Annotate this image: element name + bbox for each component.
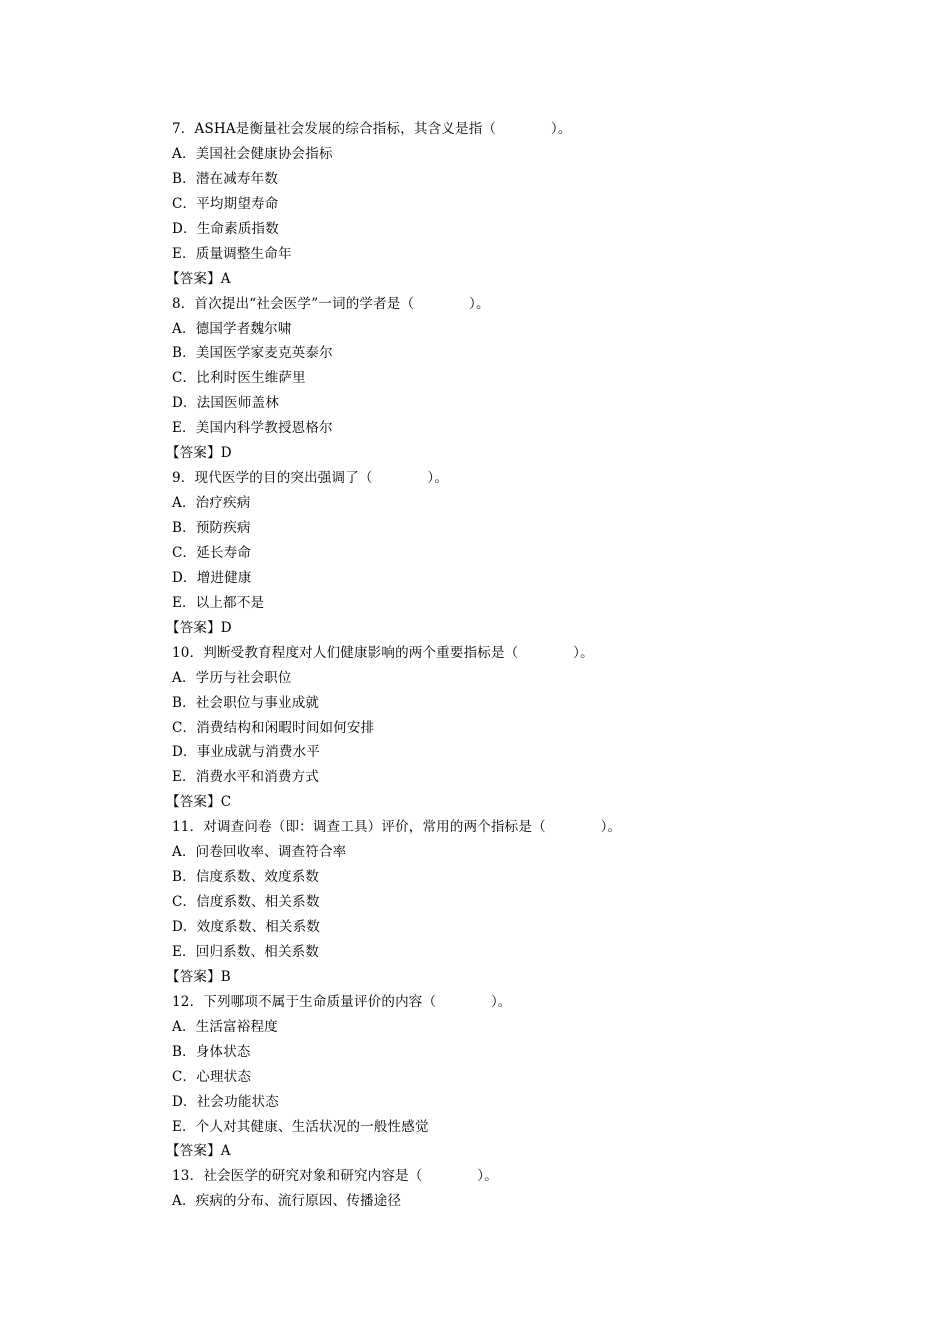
option-a: A．问卷回收率、调查符合率: [172, 844, 347, 861]
option-d: D．增进健康: [172, 569, 252, 586]
option-e: E．个人对其健康、生活状况的一般性感觉: [172, 1118, 429, 1135]
option-d: D．事业成就与消费水平: [172, 744, 321, 761]
option-a: A．生活富裕程度: [172, 1018, 278, 1035]
question-13: [172, 1164, 872, 1214]
answer-line: 【答案】D: [166, 619, 232, 636]
option-b: B．美国医学家麦克英泰尔: [172, 345, 333, 362]
question-10: [166, 641, 872, 816]
answer-line: 【答案】B: [166, 968, 231, 985]
option-a: A．学历与社会职位: [172, 669, 292, 686]
answer-line: 【答案】A: [166, 1143, 231, 1160]
option-e: E．回归系数、相关系数: [172, 943, 320, 960]
question-12: [166, 990, 872, 1165]
option-b: B．社会职位与事业成就: [172, 694, 320, 711]
question-stem: 7．ASHA是衡量社会发展的综合指标，其含义是指（ ）。: [172, 121, 572, 137]
option-b: B．预防疾病: [172, 520, 251, 536]
option-d: D．效度系数、相关系数: [172, 919, 321, 935]
option-e: E．消费水平和消费方式: [172, 769, 320, 786]
option-e: E．以上都不是: [172, 594, 265, 611]
question-9: [166, 466, 872, 641]
question-stem: 8．首次提出“社会医学”一词的学者是（ ）。: [172, 295, 490, 312]
option-a: A．德国学者魏尔啸: [172, 320, 292, 337]
question-stem: 13．社会医学的研究对象和研究内容是（ ）。: [172, 1168, 498, 1185]
option-e: E．美国内科学教授恩格尔: [172, 420, 333, 437]
option-b: B．信度系数、效度系数: [172, 869, 320, 886]
question-8: [166, 292, 872, 467]
option-c: C．比利时医生维萨里: [172, 370, 306, 387]
question-stem: 12．下列哪项不属于生命质量评价的内容（ ）。: [172, 993, 512, 1010]
answer-line: 【答案】D: [166, 445, 232, 462]
question-stem: 10．判断受教育程度对人们健康影响的两个重要指标是（ ）。: [172, 644, 594, 661]
option-d: D．法国医师盖林: [172, 395, 279, 412]
option-c: C．延长寿命: [172, 544, 252, 561]
option-c: C．心理状态: [172, 1068, 252, 1085]
question-11: [166, 815, 872, 990]
option-a: A．治疗疾病: [172, 495, 251, 512]
option-c: C．消费结构和闲暇时间如何安排: [172, 719, 375, 736]
option-e: E．质量调整生命年: [172, 245, 292, 262]
option-a: A．疾病的分布、流行原因、传播途径: [172, 1193, 402, 1210]
option-c: C．信度系数、相关系数: [172, 894, 320, 911]
question-7: [166, 117, 872, 292]
option-b: B．身体状态: [172, 1043, 251, 1060]
question-list: [166, 117, 872, 1214]
option-a: A．美国社会健康协会指标: [172, 145, 333, 162]
option-d: D．生命素质指数: [172, 220, 279, 237]
option-c: C．平均期望寿命: [172, 195, 279, 212]
answer-line: 【答案】A: [166, 270, 231, 287]
question-stem: 11．对调查问卷（即：调查工具）评价，常用的两个指标是（ ）。: [172, 819, 622, 836]
question-stem: 9．现代医学的目的突出强调了（ ）。: [172, 470, 449, 487]
option-d: D．社会功能状态: [172, 1093, 279, 1110]
answer-line: 【答案】C: [166, 794, 232, 811]
option-b: B．潜在减寿年数: [172, 170, 279, 187]
